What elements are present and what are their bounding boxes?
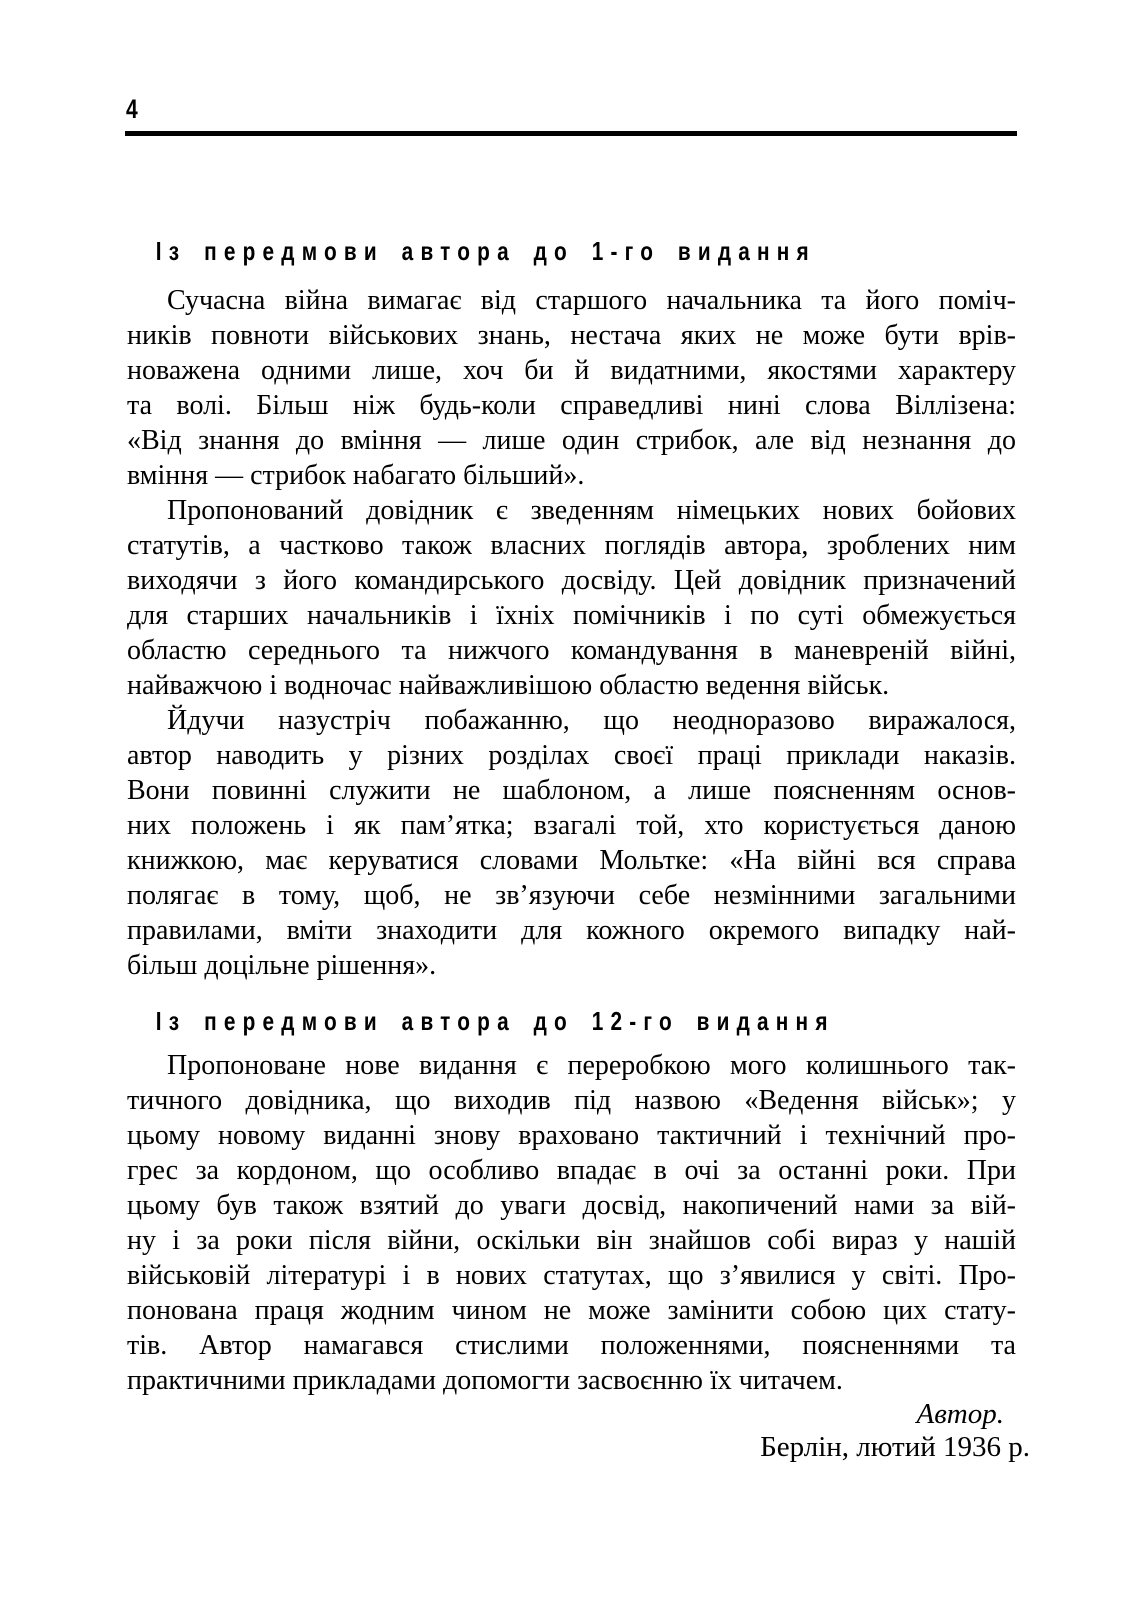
text-line: них положень і як пам’ятка; взагалі той, хто користується даною [127, 810, 1016, 841]
page-number: 4 [126, 94, 138, 124]
text-line: автор наводить у різних розділах своєї праці приклади наказів. [127, 740, 1016, 771]
text-line: понована праця жодним чином не може замінити собою цих стату- [127, 1295, 1016, 1326]
text-line: цьому був також взятий до уваги досвід, накопичений нами за вій- [127, 1190, 1016, 1221]
page-content [127, 236, 1030, 1464]
text-line: новажена одними лише, хоч би й видатними, якостями характеру [127, 355, 1016, 386]
text-line: «Від знання до вміння — лише один стрибок, але від незнання до [127, 425, 1016, 456]
text-line: Вони повинні служити не шаблоном, а лише поясненням основ- [127, 775, 1016, 806]
paragraph [127, 493, 1016, 703]
paragraph [127, 703, 1016, 983]
section-preface-12th-edition [127, 1008, 1016, 1398]
text-line: виходячи з його командирського досвіду. Цей довідник призначений [127, 565, 1016, 596]
text-line: полягає в тому, щоб, не зв’язуючи себе незмінними загальними [127, 880, 1016, 911]
text-line: книжкою, має керуватися словами Мольтке: «На війні вся справа [127, 845, 1016, 876]
text-line: та волі. Більш ніж будь-коли справедливі нині слова Віллізена: [127, 390, 1016, 421]
text-line: Пропонований довідник є зведенням німецьких нових бойових [167, 495, 1016, 526]
section-heading-12th-edition: Із передмови автора до 12-го видання [155, 1006, 835, 1036]
text-line: для старших начальників і їхніх помічників і по суті обмежується [127, 600, 1016, 631]
text-line: вміння — стрибок набагато більший». [127, 460, 585, 491]
text-line: тів. Автор намагався стислими положеннями, поясненнями та [127, 1330, 1016, 1361]
section-preface-1st-edition [127, 238, 1016, 983]
text-line: правилами, вміти знаходити для кожного окремого випадку най- [127, 915, 1016, 946]
text-line: Пропоноване нове видання є переробкою мого колишнього так- [167, 1050, 1016, 1081]
text-line: цьому новому виданні знову враховано тактичний і технічний про- [127, 1120, 1016, 1151]
paragraph [127, 1048, 1016, 1398]
text-line: тичного довідника, що виходив під назвою «Ведення військ»; у [127, 1085, 1016, 1116]
text-line: грес за кордоном, що особливо впадає в очі за останні роки. При [127, 1155, 1016, 1186]
section-heading-1st-edition: Із передмови автора до 1-го видання [155, 236, 816, 266]
text-line: практичними прикладами допомогти засвоєнню їх читачем. [127, 1365, 843, 1396]
text-line: областю середнього та нижчого командування в маневреній війні, [127, 635, 1016, 666]
text-line: Сучасна війна вимагає від старшого начальника та його поміч- [167, 285, 1016, 316]
header-rule [125, 131, 1017, 136]
text-line: ну і за роки після війни, оскільки він знайшов собі вираз у нашій [127, 1225, 1016, 1256]
signature-place-date: Берлін, лютий 1936 р. [760, 1431, 1030, 1463]
text-line: військовій літературі і в нових статутах, що з’явилися у світі. Про- [127, 1260, 1016, 1291]
text-line: більш доцільне рішення». [127, 950, 437, 981]
text-line: ників повноти військових знань, нестача яких не може бути врів- [127, 320, 1016, 351]
text-line: Йдучи назустріч побажанню, що неодноразово виражалося, [167, 705, 1016, 736]
text-line: найважчою і водночас найважливішою областю ведення військ. [127, 670, 890, 701]
signature-block [127, 1398, 1030, 1464]
signature-author: Автор. [916, 1398, 1004, 1430]
paragraph [127, 283, 1016, 493]
text-line: статутів, а частково також власних поглядів автора, зроблених ним [127, 530, 1016, 561]
